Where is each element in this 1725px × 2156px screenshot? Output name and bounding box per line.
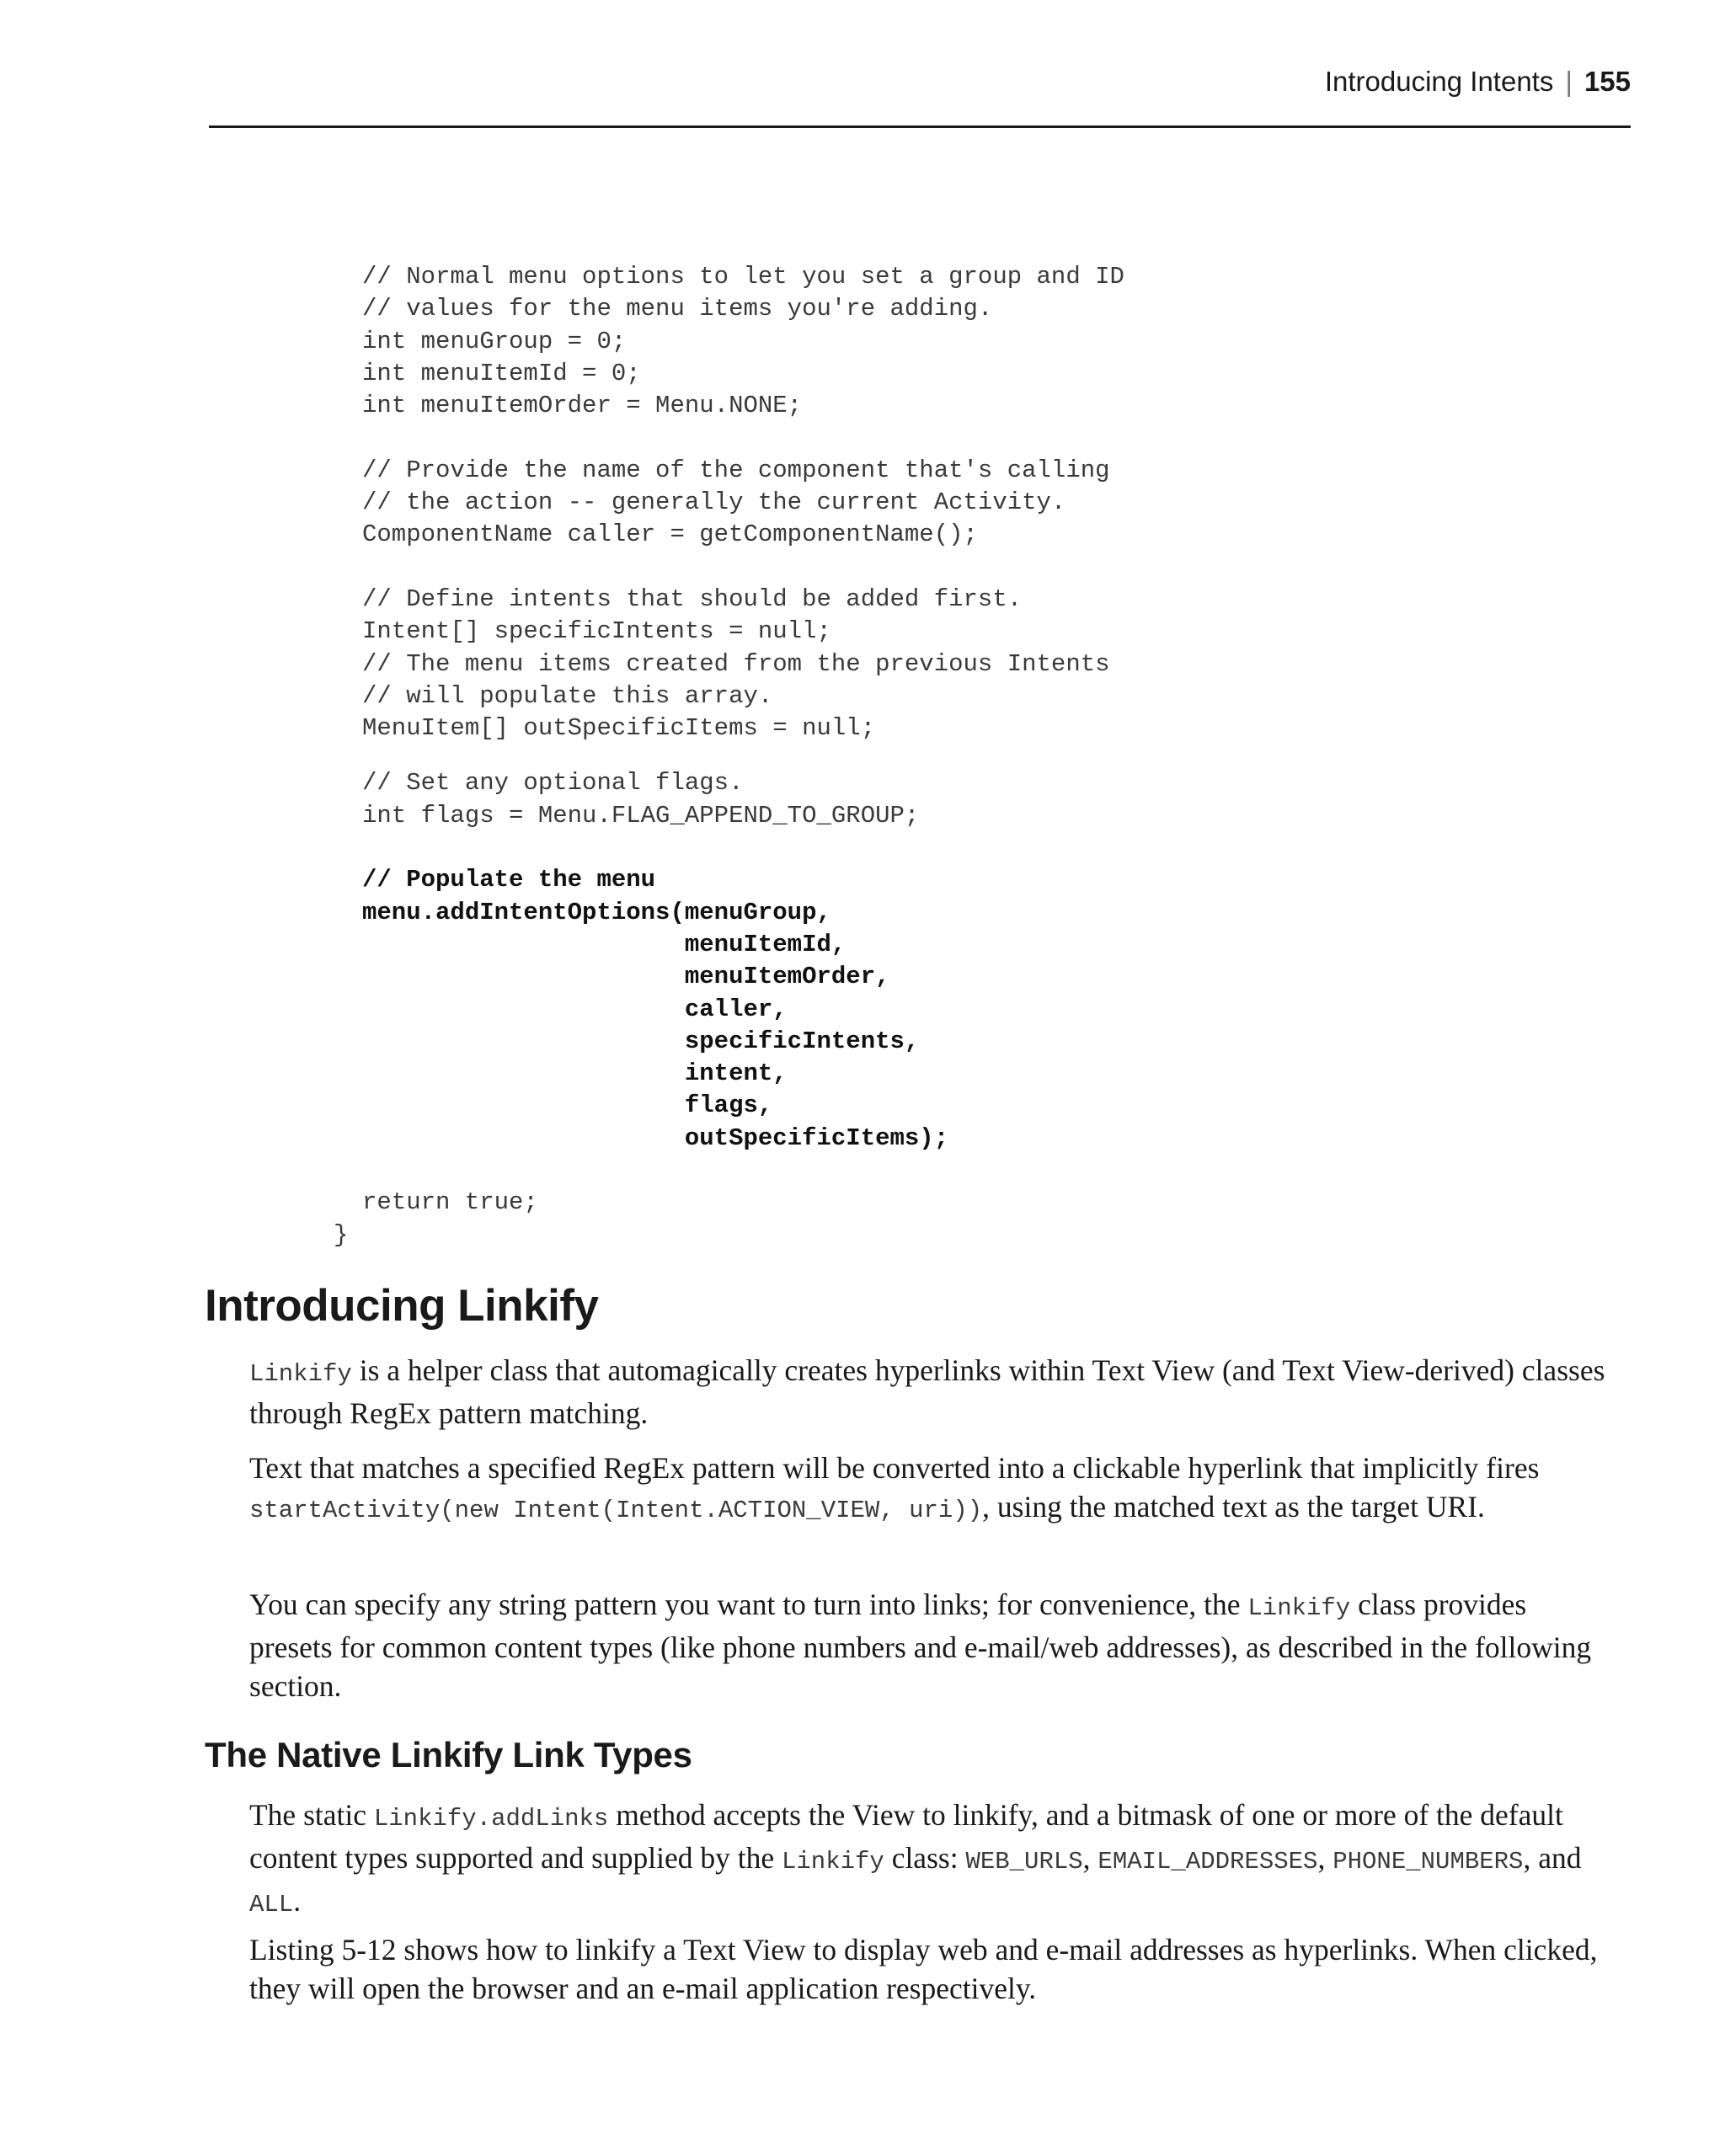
code-line-highlighted: outSpecificItems); [362, 1123, 949, 1152]
code-listing [334, 261, 1124, 1251]
code-blank-line [362, 422, 1124, 454]
paragraph-text: The static [249, 1798, 374, 1832]
code-line: // Define intents that should be added first. [362, 584, 1023, 613]
code-line-highlighted: caller, [362, 995, 788, 1023]
code-line: int menuGroup = 0; [362, 327, 627, 355]
subsection-heading: The Native Linkify Link Types [205, 1735, 692, 1774]
code-line: } [334, 1220, 349, 1249]
page-header [209, 51, 1631, 128]
code-line: int flags = Menu.FLAG_APPEND_TO_GROUP; [362, 801, 920, 830]
inline-code: Linkify [249, 1360, 352, 1388]
paragraph-text: Text that matches a specified RegEx pattern will be converted into a clickable hyperlink that implicitly fires [249, 1451, 1540, 1485]
inline-code: Linkify [781, 1848, 884, 1876]
code-line-highlighted: intent, [362, 1059, 788, 1088]
paragraph-text: Listing 5-12 shows how to linkify a Text View to display web and e-mail addresses as hyperlinks. When clicked, they will open the browser and an e-mail application respectively. [249, 1933, 1598, 2005]
code-blank-line [362, 1155, 1124, 1187]
paragraph-text: , using the matched text as the target URI. [982, 1490, 1485, 1524]
paragraph-text: , and [1523, 1841, 1582, 1875]
inline-code: Linkify.addLinks [373, 1805, 609, 1833]
inline-code: Linkify [1247, 1594, 1351, 1622]
code-line: // the action -- generally the current Activity. [362, 488, 1066, 517]
code-line-highlighted: menuItemId, [362, 930, 846, 958]
running-header [1325, 66, 1631, 98]
paragraph-text: . [293, 1884, 302, 1918]
code-line-highlighted: specificIntents, [362, 1027, 920, 1055]
code-line: int menuItemOrder = Menu.NONE; [362, 392, 803, 420]
code-blank-line [362, 552, 1124, 584]
paragraph-linkify-intro [249, 1351, 1614, 1433]
section-heading: Introducing Linkify [205, 1281, 599, 1331]
code-line: // will populate this array. [362, 681, 773, 710]
code-line-highlighted: flags, [362, 1091, 773, 1120]
paragraph-text: You can specify any string pattern you want to turn into links; for convenience, the [249, 1588, 1248, 1621]
paragraph-text: class: [884, 1841, 966, 1875]
paragraph-addlinks [249, 1796, 1614, 1924]
code-line: Intent[] specificIntents = null; [362, 617, 831, 646]
code-line-highlighted: // Populate the menu [362, 866, 656, 894]
inline-code: PHONE_NUMBERS [1332, 1848, 1524, 1876]
inline-code: EMAIL_ADDRESSES [1097, 1848, 1318, 1876]
code-line: return true; [362, 1188, 538, 1217]
code-line: // values for the menu items you're adding. [362, 295, 993, 323]
code-line-highlighted: menuItemOrder, [362, 963, 890, 991]
inline-code: ALL [249, 1891, 294, 1919]
paragraph-text: class provides presets for common content types (like phone numbers and e-mail/web addresses), as described in the following section. [249, 1588, 1592, 1703]
running-header-title: Introducing Intents [1324, 66, 1554, 97]
code-line-highlighted: menu.addIntentOptions(menuGroup, [362, 898, 831, 926]
code-line: // Set any optional flags. [362, 769, 744, 798]
code-line: ComponentName caller = getComponentName(); [362, 520, 978, 549]
inline-code: startActivity(new Intent(Intent.ACTION_VIEW, uri)) [249, 1497, 983, 1524]
code-blank-line [362, 832, 1124, 864]
paragraph-text: is a helper class that automagically creates hyperlinks within Text View (and Text View-derived) classes through RegEx pattern matching. [249, 1353, 1605, 1430]
code-line: // Normal menu options to let you set a group and ID [362, 263, 1124, 291]
paragraph-text: , [1082, 1841, 1098, 1875]
code-line: int menuItemId = 0; [362, 359, 641, 387]
header-separator: | [1565, 66, 1573, 97]
paragraph-regex [249, 1449, 1614, 1530]
paragraph-text: , [1317, 1841, 1333, 1875]
inline-code: WEB_URLS [965, 1848, 1083, 1876]
page-number: 155 [1583, 66, 1631, 97]
code-line: // The menu items created from the previous Intents [362, 649, 1110, 678]
code-line: // Provide the name of the component that's calling [362, 456, 1110, 484]
paragraph-text: method accepts the View to linkify, and a bitmask of one or more of the default content types supported and supplied by the [249, 1798, 1563, 1875]
paragraph-listing-ref [249, 1930, 1614, 2008]
code-blank-line [362, 744, 1124, 767]
paragraph-presets [249, 1585, 1614, 1705]
code-line: MenuItem[] outSpecificItems = null; [362, 714, 876, 743]
